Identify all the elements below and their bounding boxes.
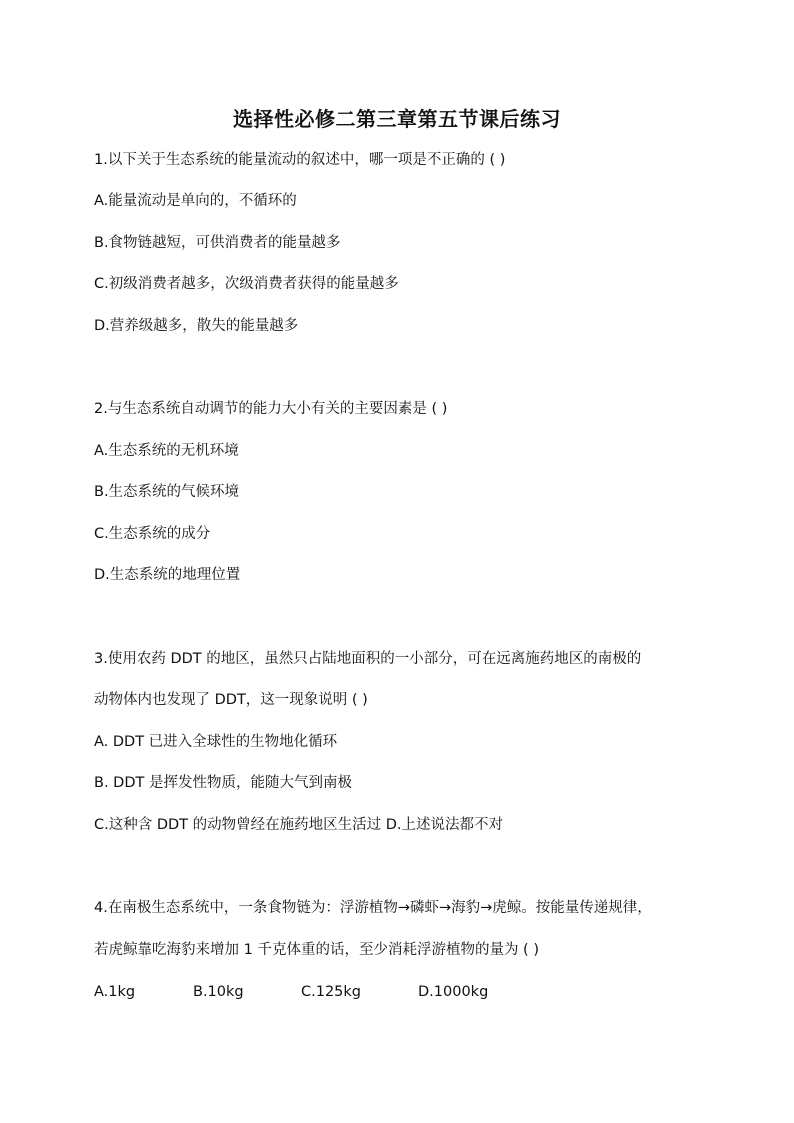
question-2-option-b: B.生态系统的气候环境 <box>94 484 240 500</box>
question-3-options-c-d: C.这种含 DDT 的动物曾经在施药地区生活过 D.上述说法都不对 <box>94 817 504 833</box>
question-1-option-a: A.能量流动是单向的，不循环的 <box>94 193 297 209</box>
page-title: 选择性必修二第三章第五节课后练习 <box>233 107 561 131</box>
question-4-stem-line-2: 若虎鲸靠吃海豹来增加 1 千克体重的话，至少消耗浮游植物的量为 ( ) <box>94 942 539 958</box>
question-4-option-a: A.1kg <box>94 984 136 1000</box>
question-3-stem-line-1: 3.使用农药 DDT 的地区，虽然只占陆地面积的一小部分，可在远离施药地区的南极的 <box>94 651 642 667</box>
question-2-option-c: C.生态系统的成分 <box>94 526 211 542</box>
question-2-option-d: D.生态系统的地理位置 <box>94 567 241 583</box>
question-3-option-a: A. DDT 已进入全球性的生物地化循环 <box>94 734 338 750</box>
question-3-stem-line-2: 动物体内也发现了 DDT，这一现象说明 ( ) <box>94 692 368 708</box>
question-1-option-d: D.营养级越多，散失的能量越多 <box>94 318 299 334</box>
question-1-stem: 1.以下关于生态系统的能量流动的叙述中，哪一项是不正确的 ( ) <box>94 152 506 168</box>
question-1-option-b: B.食物链越短，可供消费者的能量越多 <box>94 235 341 251</box>
question-4-option-c: C.125kg <box>301 984 362 1000</box>
question-1-option-c: C.初级消费者越多，次级消费者获得的能量越多 <box>94 276 399 292</box>
question-3-option-b: B. DDT 是挥发性物质，能随大气到南极 <box>94 775 352 791</box>
question-4-option-d: D.1000kg <box>418 984 489 1000</box>
question-2-stem: 2.与生态系统自动调节的能力大小有关的主要因素是 ( ) <box>94 401 448 417</box>
question-4-option-b: B.10kg <box>193 984 244 1000</box>
question-2-option-a: A.生态系统的无机环境 <box>94 443 239 459</box>
question-4-stem-line-1: 4.在南极生态系统中，一条食物链为：浮游植物→磷虾→海豹→虎鲸。按能量传递规律， <box>94 900 652 916</box>
